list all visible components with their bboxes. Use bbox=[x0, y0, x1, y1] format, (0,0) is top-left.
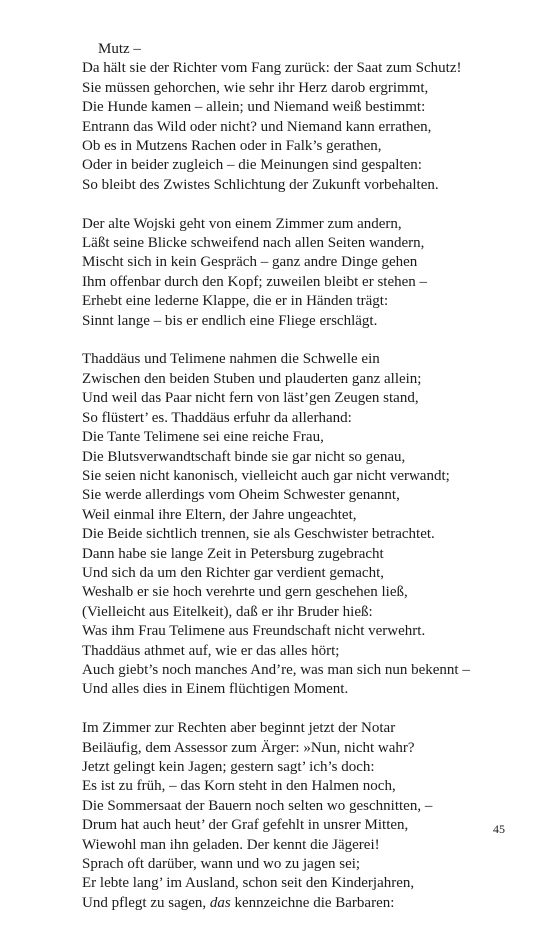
verse-line: Die Tante Telimene sei eine reiche Frau, bbox=[82, 429, 324, 446]
verse-line: Mutz – bbox=[98, 41, 141, 57]
verse-line: Entrann das Wild oder nicht? und Niemand kann errathen, bbox=[82, 118, 432, 135]
stanza-2 bbox=[82, 215, 522, 331]
poem-page bbox=[82, 40, 522, 933]
verse-line: Thaddäus und Telimene nahmen die Schwelle ein bbox=[82, 351, 380, 368]
page-number: 45 bbox=[493, 822, 505, 836]
verse-line: Sie werde allerdings vom Oheim Schwester genannt, bbox=[82, 487, 400, 504]
verse-line: Zwischen den beiden Stuben und plauderten ganz allein; bbox=[82, 370, 422, 387]
verse-line: Dann habe sie lange Zeit in Petersburg zugebracht bbox=[82, 545, 384, 562]
verse-line: So bleibt des Zwistes Schlichtung der Zukunft vorbehalten. bbox=[82, 176, 439, 193]
verse-line: So flüstert’ es. Thaddäus erfuhr da allerhand: bbox=[82, 409, 352, 426]
stanza-1 bbox=[82, 40, 522, 195]
verse-line: Erhebt eine lederne Klappe, die er in Händen trägt: bbox=[82, 293, 389, 310]
verse-line: Es ist zu früh, – das Korn steht in den Halmen noch, bbox=[82, 778, 396, 795]
verse-line: Weil einmal ihre Eltern, der Jahre ungeachtet, bbox=[82, 506, 357, 523]
verse-line: Die Beide sichtlich trennen, sie als Geschwister betrachtet. bbox=[82, 526, 435, 543]
verse-line: Sie müssen gehorchen, wie sehr ihr Herz darob ergrimmt, bbox=[82, 79, 429, 96]
verse-line: Die Hunde kamen – allein; und Niemand weiß bestimmt: bbox=[82, 99, 426, 116]
verse-line: Sie seien nicht kanonisch, vielleicht auch gar nicht verwandt; bbox=[82, 467, 450, 484]
verse-line: Die Sommersaat der Bauern noch selten wo geschnitten, – bbox=[82, 797, 433, 814]
verse-line: Im Zimmer zur Rechten aber beginnt jetzt der Notar bbox=[82, 720, 396, 737]
stanza-4 bbox=[82, 719, 522, 913]
verse-line: Die Blutsverwandtschaft binde sie gar nicht so genau, bbox=[82, 448, 406, 465]
verse-line: Sprach oft darüber, wann und wo zu jagen sei; bbox=[82, 856, 361, 873]
verse-line: Läßt seine Blicke schweifend nach allen Seiten wandern, bbox=[82, 235, 425, 252]
verse-line: Und alles dies in Einem flüchtigen Moment. bbox=[82, 681, 349, 698]
verse-line: Er lebte lang’ im Ausland, schon seit den Kinderjahren, bbox=[82, 875, 415, 892]
verse-line: Ob es in Mutzens Rachen oder in Falk’s gerathen, bbox=[82, 138, 382, 155]
verse-line: Was ihm Frau Telimene aus Freundschaft nicht verwehrt. bbox=[82, 623, 426, 640]
verse-line: Und weil das Paar nicht fern von läst’gen Zeugen stand, bbox=[82, 390, 419, 407]
verse-line: Beiläufig, dem Assessor zum Ärger: »Nun, nicht wahr? bbox=[82, 739, 415, 756]
verse-line: Drum hat auch heut’ der Graf gefehlt in unsrer Mitten, bbox=[82, 817, 409, 834]
verse-line: Thaddäus athmet auf, wie er das alles hört; bbox=[82, 642, 340, 659]
emphasized-word: das bbox=[209, 894, 231, 911]
verse-line: Auch giebt’s noch manches And’re, was man sich nun bekennt – bbox=[82, 661, 470, 678]
verse-line: Mischt sich in kein Gespräch – ganz andre Dinge gehen bbox=[82, 254, 418, 271]
verse-line: Ihm offenbar durch den Kopf; zuweilen bleibt er stehen – bbox=[82, 273, 428, 290]
verse-line: (Vielleicht aus Eitelkeit), daß er ihr Bruder hieß: bbox=[82, 603, 373, 620]
verse-line: Wiewohl man ihn geladen. Der kennt die Jägerei! bbox=[82, 836, 380, 853]
verse-line: Da hält sie der Richter vom Fang zurück: der Saat zum Schutz! bbox=[82, 60, 462, 77]
verse-line: Jetzt gelingt kein Jagen; gestern sagt’ ich’s doch: bbox=[82, 758, 375, 775]
verse-text: Und pflegt zu sagen, bbox=[82, 894, 210, 911]
verse-line: Der alte Wojski geht von einem Zimmer zum andern, bbox=[82, 215, 402, 232]
verse-line: Oder in beider zugleich – die Meinungen sind gespalten: bbox=[82, 157, 422, 174]
verse-line: Und sich da um den Richter gar verdient gemacht, bbox=[82, 564, 384, 581]
stanza-3 bbox=[82, 350, 522, 699]
verse-text: kennzeichne die Barbaren: bbox=[230, 894, 395, 911]
verse-line-emphasis bbox=[82, 894, 522, 913]
verse-line: Weshalb er sie hoch verehrte und gern geschehen ließ, bbox=[82, 584, 408, 601]
verse-line: Sinnt lange – bis er endlich eine Fliege erschlägt. bbox=[82, 312, 378, 329]
